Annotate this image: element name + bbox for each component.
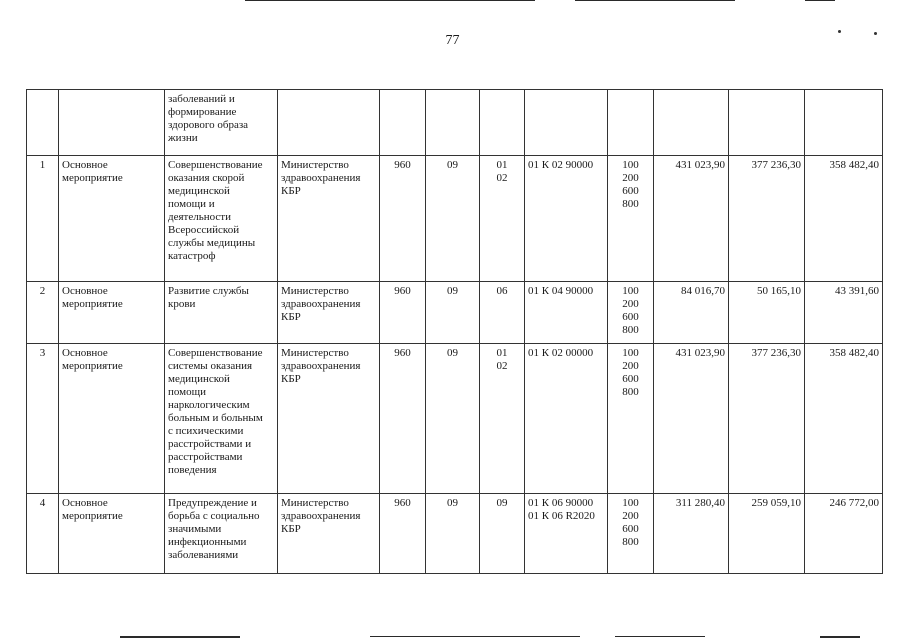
pr-code-cell bbox=[480, 282, 525, 344]
activity-name-line: здорового образа bbox=[168, 119, 249, 131]
amount-year-2-cell-text: 377 236,30 bbox=[751, 347, 801, 359]
rz-code-cell bbox=[426, 282, 480, 344]
grbs-code-cell-text: 960 bbox=[394, 159, 411, 171]
table-row bbox=[27, 344, 883, 494]
activity-name-line: оказания скорой bbox=[168, 172, 245, 184]
executor-line: здравоохранения bbox=[281, 298, 361, 310]
pr-code-line: 06 bbox=[496, 285, 508, 297]
amount-year-3-cell-text: 358 482,40 bbox=[829, 347, 879, 359]
amount-year-1-cell bbox=[654, 282, 729, 344]
table-row bbox=[27, 90, 883, 156]
activity-name-line: Совершенствование bbox=[168, 159, 263, 171]
rz-code-cell bbox=[426, 90, 480, 156]
amount-year-3-cell bbox=[805, 344, 883, 494]
csr-code-line: 01 К 06 R2020 bbox=[528, 510, 595, 522]
csr-code-line: 01 К 04 90000 bbox=[528, 285, 594, 297]
activity-type-cell-text: Основное мероприятие bbox=[62, 497, 123, 522]
activity-name-line: поведения bbox=[168, 464, 217, 476]
amount-year-1-cell-text: 84 016,70 bbox=[681, 285, 725, 297]
grbs-code-cell bbox=[380, 282, 426, 344]
grbs-code-cell bbox=[380, 156, 426, 282]
executor-cell bbox=[278, 344, 380, 494]
amount-year-2-cell bbox=[729, 90, 805, 156]
rz-code-cell bbox=[426, 494, 480, 574]
amount-year-3-cell bbox=[805, 90, 883, 156]
amount-year-1-cell-text: 431 023,90 bbox=[675, 347, 725, 359]
vr-code-line: 800 bbox=[622, 324, 639, 336]
vr-code-cell bbox=[608, 344, 654, 494]
amount-year-3-cell bbox=[805, 156, 883, 282]
pr-code-cell bbox=[480, 156, 525, 282]
table-row bbox=[27, 156, 883, 282]
amount-year-3-cell bbox=[805, 494, 883, 574]
csr-code-cell bbox=[525, 156, 608, 282]
table-body bbox=[27, 90, 883, 574]
executor-cell bbox=[278, 282, 380, 344]
activity-name-line: Совершенствование bbox=[168, 347, 263, 359]
rz-code-cell bbox=[426, 156, 480, 282]
vr-code-line: 200 bbox=[622, 360, 639, 372]
executor-line: здравоохранения bbox=[281, 360, 361, 372]
grbs-code-cell-text: 960 bbox=[394, 285, 411, 297]
vr-code-line: 200 bbox=[622, 172, 639, 184]
activity-name-cell bbox=[165, 156, 278, 282]
rz-code-cell bbox=[426, 344, 480, 494]
pr-code-line: 01 bbox=[496, 159, 508, 171]
executor-line: здравоохранения bbox=[281, 510, 361, 522]
amount-year-1-cell bbox=[654, 344, 729, 494]
activity-name-line: борьба с социально bbox=[168, 510, 260, 522]
pr-code-line: 09 bbox=[496, 497, 508, 509]
amount-year-2-cell bbox=[729, 344, 805, 494]
scan-artifact-top-line bbox=[805, 0, 835, 1]
csr-code-cell bbox=[525, 344, 608, 494]
activity-name-cell bbox=[165, 344, 278, 494]
scan-artifact-top-line bbox=[575, 0, 735, 1]
amount-year-1-cell-text: 431 023,90 bbox=[675, 159, 725, 171]
csr-code-cell bbox=[525, 90, 608, 156]
rz-code-cell-text: 09 bbox=[447, 497, 458, 509]
pr-code-line: 02 bbox=[496, 172, 508, 184]
csr-code-cell bbox=[525, 494, 608, 574]
grbs-code-cell bbox=[380, 494, 426, 574]
activity-name-line: формирование bbox=[168, 106, 237, 118]
csr-code-line: 01 К 02 00000 bbox=[528, 347, 594, 359]
vr-code-line: 600 bbox=[622, 523, 639, 535]
row-number-cell bbox=[27, 494, 59, 574]
executor-line: КБР bbox=[281, 523, 301, 535]
scan-artifact-bottom-line bbox=[820, 636, 860, 638]
pr-code-cell bbox=[480, 90, 525, 156]
vr-code-line: 800 bbox=[622, 198, 639, 210]
activity-name-line: системы оказания bbox=[168, 360, 253, 372]
executor-cell bbox=[278, 494, 380, 574]
activity-name-line: деятельности bbox=[168, 211, 231, 223]
activity-name-line: службы медицины bbox=[168, 237, 256, 249]
vr-code-cell bbox=[608, 282, 654, 344]
row-number-cell-text: 4 bbox=[39, 497, 46, 509]
vr-code-line: 100 bbox=[622, 159, 639, 171]
vr-code-cell bbox=[608, 90, 654, 156]
rz-code-cell-text: 09 bbox=[447, 285, 458, 297]
activity-name-line: катастроф bbox=[168, 250, 216, 262]
pr-code-line: 01 bbox=[496, 347, 508, 359]
row-number-cell bbox=[27, 90, 59, 156]
amount-year-1-cell bbox=[654, 156, 729, 282]
activity-type-cell bbox=[59, 90, 165, 156]
vr-code-line: 100 bbox=[622, 497, 639, 509]
scan-artifact-bottom-line bbox=[120, 636, 240, 638]
activity-name-line: значимыми bbox=[168, 523, 222, 535]
pr-code-line: 02 bbox=[496, 360, 508, 372]
activity-name-line: медицинской bbox=[168, 373, 230, 385]
row-number-cell bbox=[27, 282, 59, 344]
activity-name-line: жизни bbox=[168, 132, 198, 144]
activity-type-cell-text: Основное мероприятие bbox=[62, 285, 123, 310]
vr-code-line: 600 bbox=[622, 311, 639, 323]
vr-code-line: 100 bbox=[622, 285, 639, 297]
activity-name-line: Всероссийской bbox=[168, 224, 240, 236]
vr-code-line: 200 bbox=[622, 510, 639, 522]
activity-type-cell bbox=[59, 282, 165, 344]
grbs-code-cell-text: 960 bbox=[394, 497, 411, 509]
activity-name-line: медицинской bbox=[168, 185, 230, 197]
executor-cell bbox=[278, 90, 380, 156]
activity-name-cell bbox=[165, 90, 278, 156]
amount-year-3-cell bbox=[805, 282, 883, 344]
activity-type-cell bbox=[59, 156, 165, 282]
vr-code-line: 100 bbox=[622, 347, 639, 359]
csr-code-cell bbox=[525, 282, 608, 344]
row-number-cell bbox=[27, 344, 59, 494]
activity-name-line: расстройствами и bbox=[168, 438, 252, 450]
row-number-cell-text: 2 bbox=[39, 285, 46, 297]
rz-code-cell-text: 09 bbox=[447, 347, 458, 359]
activity-name-line: помощи и bbox=[168, 198, 215, 210]
vr-code-line: 600 bbox=[622, 185, 639, 197]
pr-code-cell bbox=[480, 344, 525, 494]
amount-year-2-cell bbox=[729, 156, 805, 282]
table-row bbox=[27, 494, 883, 574]
executor-line: Министерство bbox=[281, 285, 349, 297]
activity-type-cell-text: Основное мероприятие bbox=[62, 347, 123, 372]
activity-name-line: помощи bbox=[168, 386, 206, 398]
table-row bbox=[27, 282, 883, 344]
activity-name-line: Предупреждение и bbox=[168, 497, 257, 509]
row-number-cell bbox=[27, 156, 59, 282]
vr-code-line: 800 bbox=[622, 536, 639, 548]
activity-name-line: инфекционными bbox=[168, 536, 247, 548]
vr-code-line: 200 bbox=[622, 298, 639, 310]
amount-year-1-cell bbox=[654, 494, 729, 574]
activity-name-cell bbox=[165, 282, 278, 344]
executor-line: КБР bbox=[281, 311, 301, 323]
executor-line: КБР bbox=[281, 373, 301, 385]
vr-code-cell bbox=[608, 156, 654, 282]
amount-year-1-cell-text: 311 280,40 bbox=[675, 497, 725, 509]
activity-name-line: крови bbox=[168, 298, 196, 310]
activity-type-cell bbox=[59, 344, 165, 494]
grbs-code-cell-text: 960 bbox=[394, 347, 411, 359]
budget-table bbox=[26, 89, 883, 574]
activity-name-line: расстройствами bbox=[168, 451, 243, 463]
activity-type-cell bbox=[59, 494, 165, 574]
activity-type-cell-text: Основное мероприятие bbox=[62, 159, 123, 184]
amount-year-1-cell bbox=[654, 90, 729, 156]
row-number-cell-text: 3 bbox=[39, 347, 46, 359]
csr-code-line: 01 К 02 90000 bbox=[528, 159, 594, 171]
executor-line: Министерство bbox=[281, 497, 349, 509]
executor-line: здравоохранения bbox=[281, 172, 361, 184]
rz-code-cell-text: 09 bbox=[447, 159, 458, 171]
csr-code-line: 01 К 06 90000 bbox=[528, 497, 594, 509]
activity-name-line: Развитие службы bbox=[168, 285, 249, 297]
activity-name-line: больным и больным bbox=[168, 412, 263, 424]
scan-artifact-top-line bbox=[245, 0, 535, 1]
page-number: 77 bbox=[445, 33, 460, 48]
amount-year-2-cell bbox=[729, 282, 805, 344]
scan-artifact-bottom-line bbox=[615, 636, 705, 637]
executor-line: КБР bbox=[281, 185, 301, 197]
amount-year-3-cell-text: 246 772,00 bbox=[829, 497, 879, 509]
activity-name-line: заболеваний и bbox=[168, 93, 235, 105]
amount-year-2-cell-text: 377 236,30 bbox=[751, 159, 801, 171]
grbs-code-cell bbox=[380, 90, 426, 156]
vr-code-line: 800 bbox=[622, 386, 639, 398]
executor-line: Министерство bbox=[281, 159, 349, 171]
amount-year-3-cell-text: 43 391,60 bbox=[835, 285, 879, 297]
scan-artifact-bottom-line bbox=[370, 636, 580, 637]
amount-year-2-cell-text: 50 165,10 bbox=[757, 285, 801, 297]
vr-code-cell bbox=[608, 494, 654, 574]
activity-name-line: наркологическим bbox=[168, 399, 250, 411]
amount-year-2-cell bbox=[729, 494, 805, 574]
row-number-cell-text: 1 bbox=[39, 159, 46, 171]
activity-name-line: с психическими bbox=[168, 425, 244, 437]
amount-year-3-cell-text: 358 482,40 bbox=[829, 159, 879, 171]
pr-code-cell bbox=[480, 494, 525, 574]
amount-year-2-cell-text: 259 059,10 bbox=[751, 497, 801, 509]
activity-name-line: заболеваниями bbox=[168, 549, 239, 561]
executor-cell bbox=[278, 156, 380, 282]
grbs-code-cell bbox=[380, 344, 426, 494]
activity-name-cell bbox=[165, 494, 278, 574]
vr-code-line: 600 bbox=[622, 373, 639, 385]
executor-line: Министерство bbox=[281, 347, 349, 359]
